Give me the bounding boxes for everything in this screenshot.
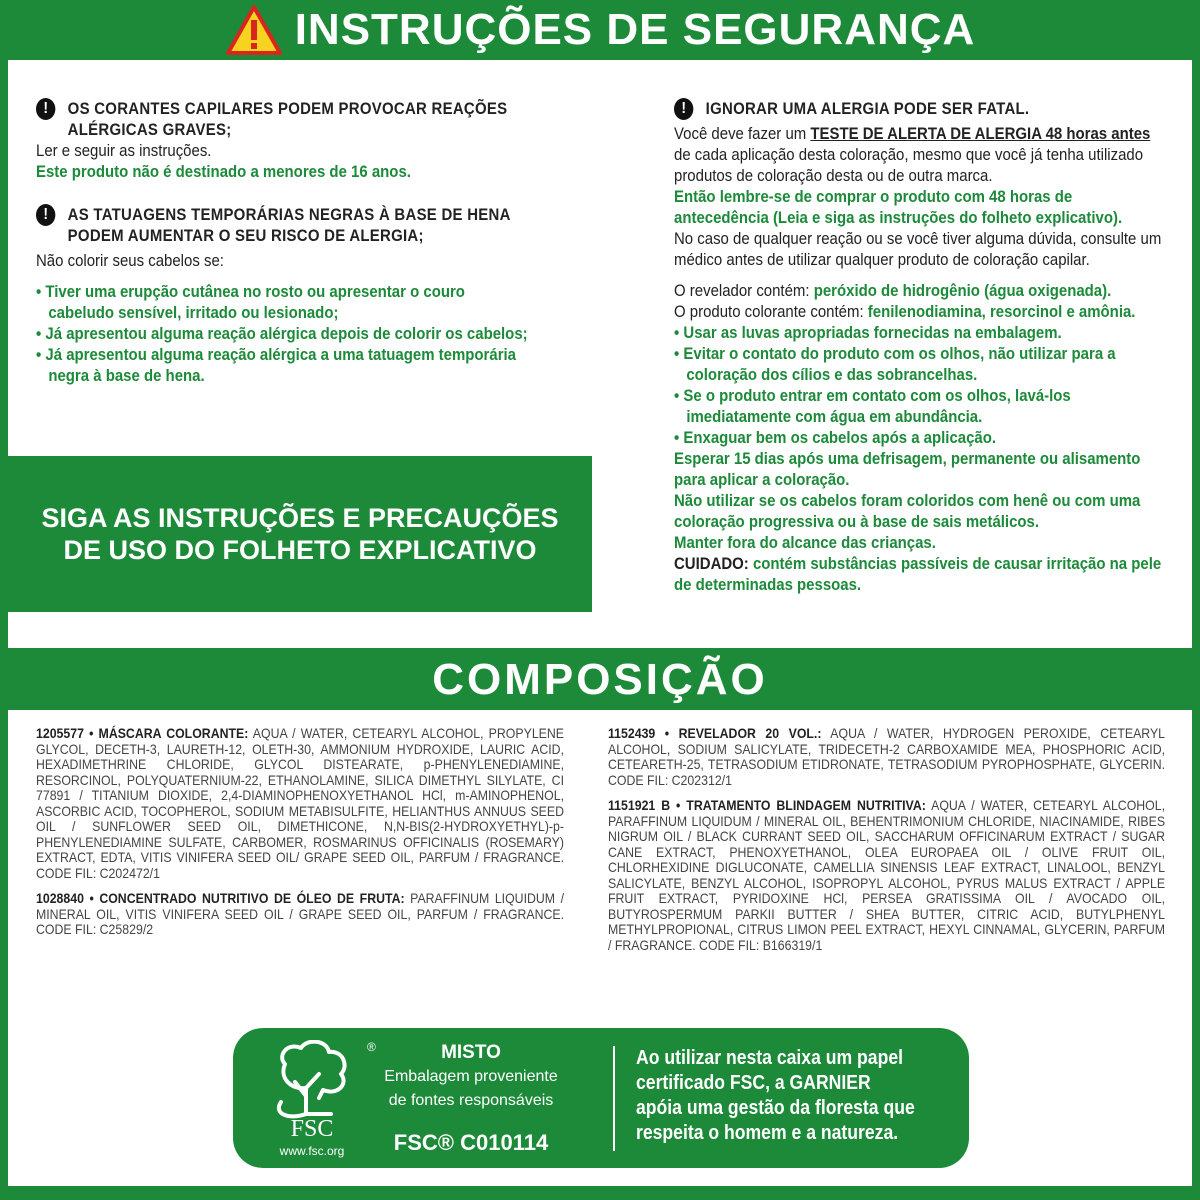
- text-paragraph: O produto colorante contém: fenilenodiamina, resorcinol e amônia.: [674, 302, 1136, 321]
- fsc-logo: [271, 1040, 381, 1160]
- safety-header: [0, 0, 1200, 60]
- exclamation-icon: !: [36, 204, 55, 226]
- text-paragraph: No caso de qualquer reação ou se você tiver alguma dúvida, consulte um médico antes de utilizar qualquer produto de coloração capilar.: [674, 229, 1162, 269]
- composition-title: COMPOSIÇÃO: [432, 655, 768, 704]
- fsc-line: Embalagem proveniente: [384, 1068, 558, 1085]
- divider: [613, 1046, 615, 1151]
- fsc-url: www.fsc.org: [279, 1144, 345, 1158]
- fsc-certification-box: [233, 1028, 969, 1168]
- fsc-tree-icon: [271, 1040, 381, 1120]
- safety-panel: [8, 60, 1192, 648]
- list-item: • Tiver uma erupção cutânea no rosto ou apresentar o couro cabeludo sensível, irritado ou lesionado;: [36, 282, 465, 322]
- fsc-heading: MISTO: [441, 1042, 501, 1063]
- warning-item: [674, 98, 1167, 120]
- list-item: • Se o produto entrar em contato com os olhos, lavá-los imediatamente com água em abundância.: [674, 386, 1071, 426]
- fsc-line: de fontes responsáveis: [388, 1092, 554, 1109]
- text-paragraph: O revelador contém: peróxido de hidrogênio (água oxigenada).: [674, 281, 1112, 300]
- registered-mark: ®: [367, 1040, 376, 1054]
- safety-title: INSTRUÇÕES DE SEGURANÇA: [294, 5, 976, 54]
- warning-text: AS TATUAGENS TEMPORÁRIAS NEGRAS À BASE DE HENA PODEM AUMENTAR O SEU RISCO DE ALERGIA;: [67, 205, 511, 245]
- fsc-logo-text: FSC: [290, 1116, 334, 1142]
- list-item: • Já apresentou alguma reação alérgica depois de colorir os cabelos;: [36, 324, 528, 343]
- list-item: • Evitar o contato do produto com os olhos, não utilizar para a coloração dos cílios e das sobrancelhas.: [674, 344, 1116, 384]
- warning-triangle-icon: [225, 4, 283, 56]
- text-paragraph: Manter fora do alcance das crianças.: [674, 533, 936, 552]
- warning-item: [36, 98, 529, 140]
- ingredient-list: 1205577 • MÁSCARA COLORANTE: AQUA / WATER, CETEARYL ALCOHOL, PROPYLENE GLYCOL, DECETH-3, LAURETH-12, OLETH-30, AMMONIUM HYDROXIDE, LAURIC ACID, HEXADIMETHRINE CHLORIDE, GLYCOL DISTEARATE, p-PHENYLENEDIAMINE, RESORCINOL, POLYQUATERNIUM-22, ETHANOLAMINE, SILICA DIMETHYL SILYLATE, CI 77891 / TITANIUM DIOXIDE, 2,4-DIAMINOPHENOXYETHANOL HCl, m-AMINOPHENOL, ASCORBIC ACID, TOCOPHEROL, SODIUM METABISULFITE, HELIANTHUS ANNUUS SEED OIL / SUNFLOWER SEED OIL, DIMETHICONE, N,N-BIS(2-HYDROXYETHYL)-p-PHENYLENEDIAMINE SULFATE, CARBOMER, ROSMARINUS OFFICINALIS (ROSEMARY) EXTRACT, EDTA, VITIS VINIFERA SEED OIL/ GRAPE SEED OIL, PARFUM / FRAGRANCE. CODE FIL: C202472/1: [36, 725, 564, 881]
- fsc-label-block: [381, 1042, 561, 1156]
- leaflet-banner-line: DE USO DO FOLHETO EXPLICATIVO: [63, 535, 537, 565]
- text-paragraph: Então lembre-se de comprar o produto com 48 horas de antecedência (Leia e siga as instruções do folheto explicativo).: [674, 187, 1123, 227]
- ingredient-list: 1028840 • CONCENTRADO NUTRITIVO DE ÓLEO DE FRUTA: PARAFFINUM LIQUIDUM / MINERAL OIL, VITIS VINIFERA SEED OIL / GRAPE SEED OIL, PARFUM / FRAGRANCE. CODE FIL: C25829/2: [36, 890, 565, 937]
- leaflet-banner-line: SIGA AS INSTRUÇÕES E PRECAUÇÕES: [41, 503, 559, 533]
- ingredient-list: 1152439 • REVELADOR 20 VOL.: AQUA / WATER, HYDROGEN PEROXIDE, CETEARYL ALCOHOL, SODIUM SALICYLATE, TRIDECETH-2 CARBOXAMIDE MEA, PHOSPHORIC ACID, CETEARETH-25, TETRASODIUM ETIDRONATE, TETRASODIUM PYROPHOSPHATE, GLYCERIN. CODE FIL: C202312/1: [608, 725, 1166, 788]
- text-line: Ler e seguir as instruções.: [36, 141, 212, 160]
- text-line: Não colorir seus cabelos se:: [36, 251, 224, 270]
- warning-text: IGNORAR UMA ALERGIA PODE SER FATAL.: [705, 99, 1030, 118]
- composition-right-column: [608, 726, 1165, 953]
- warning-item: [36, 204, 529, 246]
- list-item: • Usar as luvas apropriadas fornecidas na embalagem.: [674, 323, 1062, 342]
- list-item: • Enxaguar bem os cabelos após a aplicação.: [674, 428, 997, 447]
- exclamation-icon: !: [674, 98, 693, 120]
- fsc-statement: Ao utilizar nesta caixa um papel certificado FSC, a GARNIER apóia uma gestão da floresta que respeita o homem e a natureza.: [636, 1047, 915, 1144]
- ingredient-list: 1151921 B • TRATAMENTO BLINDAGEM NUTRITIVA: AQUA / WATER, CETEARYL ALCOHOL, PARAFFINUM LIQUIDUM / MINERAL OIL, BEHENTRIMONIUM CHLORIDE, NIACINAMIDE, RIBES NIGRUM OIL / BLACK CURRANT SEED OIL, SACCHARUM OFFICINARUM EXTRACT / SUGAR CANE EXTRACT, PHENOXYETHANOL, OLEA EUROPAEA OIL / OLIVE FRUIT OIL, CHLORHEXIDINE DIGLUCONATE, CAMELLIA SINENSIS LEAF EXTRACT, LINALOOL, BENZYL SALICYLATE, BENZYL ALCOHOL, ISOPROPYL ALCOHOL, PYRUS MALUS EXTRACT / APPLE FRUIT EXTRACT, PYRIDOXINE HCl, PERSEA GRATISSIMA OIL / AVOCADO OIL, BUTYROSPERMUM PARKII BUTTER / SHEA BUTTER, CITRIC ACID, BUTYLPHENYL METHYLPROPIONAL, CITRUS LIMON PEEL EXTRACT, HEXYL CINNAMAL, GLYCERIN, PARFUM / FRAGRANCE. CODE FIL: B166319/1: [608, 797, 1166, 953]
- fsc-code: FSC® C010114: [393, 1130, 549, 1155]
- text-paragraph: Não utilizar se os cabelos foram coloridos com henê ou com uma coloração progressiva ou à base de sais metálicos.: [674, 491, 1141, 531]
- list-item: • Já apresentou alguma reação alérgica a uma tatuagem temporária negra à base de hena.: [36, 345, 516, 385]
- safety-right-column: [674, 98, 1167, 595]
- exclamation-icon: !: [36, 98, 55, 120]
- text-paragraph: Você deve fazer um TESTE DE ALERTA DE ALERGIA 48 horas antes de cada aplicação desta coloração, mesmo que você já tenha utilizado produtos de coloração desta ou de outra marca.: [674, 124, 1151, 185]
- composition-panel: [8, 710, 1192, 1186]
- safety-left-column: [36, 98, 529, 386]
- age-warning: Este produto não é destinado a menores de 16 anos.: [36, 162, 411, 181]
- warning-text: OS CORANTES CAPILARES PODEM PROVOCAR REAÇÕES ALÉRGICAS GRAVES;: [67, 99, 508, 139]
- text-paragraph: Esperar 15 dias após uma defrisagem, permanente ou alisamento para aplicar a coloração.: [674, 449, 1141, 489]
- leaflet-banner: [8, 456, 592, 612]
- composition-left-column: [36, 726, 564, 938]
- text-paragraph: CUIDADO: contém substâncias passíveis de causar irritação na pele de determinadas pessoas.: [674, 554, 1162, 594]
